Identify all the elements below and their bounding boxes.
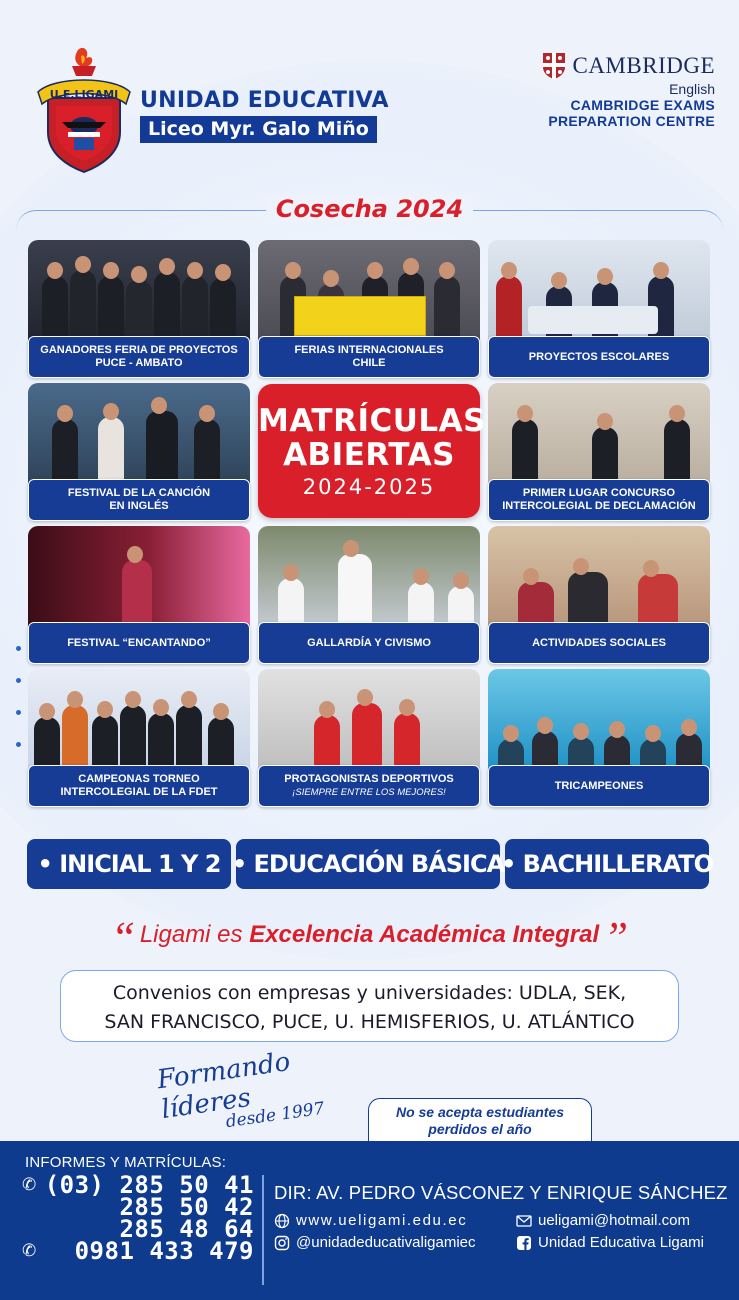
cambridge-wordmark: CAMBRIDGE xyxy=(572,53,715,78)
phone-1-number: (03) 285 50 41 xyxy=(44,1171,254,1199)
caption-line1: TRICAMPEONES xyxy=(554,779,644,792)
card-campeonas-torneo xyxy=(28,669,250,807)
email-text: ueligami@hotmail.com xyxy=(538,1212,690,1229)
caption-line1: ACTIVIDADES SOCIALES xyxy=(532,636,666,649)
caption-line2: CHILE xyxy=(352,357,386,369)
slogan-prefix: Ligami es xyxy=(139,921,250,948)
convenios-line2: SAN FRANCISCO, PUCE, U. HEMISFERIOS, U. ATLÁNTICO xyxy=(104,1011,635,1033)
photo-proyectos-escolares xyxy=(488,240,710,346)
caption-ganadores-feria xyxy=(28,336,250,378)
school-crest-logo xyxy=(34,46,134,174)
card-ferias-internacionales xyxy=(258,240,480,378)
website-text: www.ueligami.edu.ec xyxy=(296,1212,468,1229)
photo-protagonistas-deportivos xyxy=(258,669,480,775)
card-protagonistas-deportivos xyxy=(258,669,480,807)
card-festival-encantando xyxy=(28,526,250,664)
phone-3[interactable]: 285 48 64 xyxy=(119,1215,254,1243)
header xyxy=(0,0,739,200)
caption-line1: FERIAS INTERNACIONALES xyxy=(294,344,444,356)
phone-icon: ✆ xyxy=(22,1175,37,1195)
photo-campeonas-torneo xyxy=(28,669,250,775)
caption-festival-encantando xyxy=(28,622,250,664)
caption-line2: EN INGLÉS xyxy=(109,500,169,512)
caption-actividades-sociales xyxy=(488,622,710,664)
achievements-grid xyxy=(28,240,711,810)
caption-line2: INTERCOLEGIAL DE DECLAMACIÓN xyxy=(502,500,696,512)
facebook-link[interactable] xyxy=(516,1234,704,1251)
photo-gallardia-civismo xyxy=(258,526,480,632)
formando-line2: desde 1997 xyxy=(224,1098,326,1133)
phone-2[interactable]: 285 50 42 xyxy=(119,1193,254,1221)
caption-line1: FESTIVAL DE LA CANCIÓN xyxy=(67,487,211,499)
photo-ferias-internacionales xyxy=(258,240,480,346)
instagram-icon xyxy=(274,1235,290,1251)
formando-lideres-signature xyxy=(155,1039,354,1145)
matriculas-abiertas-banner xyxy=(258,384,486,518)
cambridge-prep-centre: PREPARATION CENTRE xyxy=(548,113,715,129)
website-link[interactable] xyxy=(274,1212,467,1229)
facebook-icon xyxy=(516,1235,532,1251)
school-name xyxy=(140,88,389,143)
card-concurso-declamacion xyxy=(488,383,710,521)
card-actividades-sociales xyxy=(488,526,710,664)
cambridge-english: English xyxy=(669,81,715,97)
photo-festival-cancion xyxy=(28,383,250,489)
level-basica: • EDUCACIÓN BÁSICA xyxy=(236,839,500,889)
level-inicial: • INICIAL 1 Y 2 xyxy=(27,839,231,889)
caption-concurso-declamacion xyxy=(488,479,710,521)
section-title-text: Cosecha 2024 xyxy=(266,195,473,223)
caption-line1: FESTIVAL “ENCANTANDO” xyxy=(67,636,211,649)
school-name-line2: Liceo Myr. Galo Miño xyxy=(140,116,377,143)
caption-proyectos-escolares xyxy=(488,336,710,378)
formando-line1: Formando líderes xyxy=(155,1046,293,1126)
card-tricampeones xyxy=(488,669,710,807)
crest-banner-text: U.E.LIGAMI xyxy=(49,88,119,101)
informes-label: INFORMES Y MATRÍCULAS: xyxy=(25,1154,227,1171)
caption-campeonas-torneo xyxy=(28,765,250,807)
photo-tricampeones xyxy=(488,669,710,775)
convenios-line1: Convenios con empresas y universidades: UDLA, SEK, xyxy=(112,982,627,1004)
photo-ganadores-feria xyxy=(28,240,250,346)
phone-list xyxy=(22,1171,254,1265)
footer-divider xyxy=(262,1175,264,1285)
decorative-dots xyxy=(16,646,22,756)
caption-gallardia-civismo xyxy=(258,622,480,664)
notice-tab xyxy=(368,1098,592,1142)
cambridge-badge xyxy=(542,52,715,129)
address: DIR: AV. PEDRO VÁSCONEZ Y ENRIQUE SÁNCHEZ xyxy=(274,1182,728,1203)
school-name-line1: UNIDAD EDUCATIVA xyxy=(140,88,389,113)
notice-line1: No se acepta estudiantes xyxy=(395,1104,565,1120)
caption-line2: INTERCOLEGIAL DE LA FDET xyxy=(60,786,218,798)
facebook-text: Unidad Educativa Ligami xyxy=(538,1234,704,1251)
card-festival-cancion xyxy=(28,383,250,521)
cambridge-exams: CAMBRIDGE EXAMS xyxy=(570,97,715,113)
caption-line1: GALLARDÍA Y CIVISMO xyxy=(307,636,431,649)
caption-line2: PUCE - AMBATO xyxy=(95,357,183,369)
photo-festival-encantando xyxy=(28,526,250,632)
caption-line1: PRIMER LUGAR CONCURSO xyxy=(522,487,676,499)
footer xyxy=(0,1141,739,1300)
caption-festival-cancion xyxy=(28,479,250,521)
slogan-highlight: Excelencia Académica Integral xyxy=(249,921,600,948)
section-title xyxy=(0,195,739,223)
matriculas-years: 2024-2025 xyxy=(302,475,436,499)
matriculas-line2: ABIERTAS xyxy=(283,437,455,473)
card-gallardia-civismo xyxy=(258,526,480,664)
matriculas-line1: MATRÍCULAS xyxy=(258,403,486,439)
caption-line2: ¡SIEMPRE ENTRE LOS MEJORES! xyxy=(292,787,446,798)
slogan xyxy=(0,912,739,963)
caption-protagonistas-deportivos xyxy=(258,765,480,807)
caption-line1: PROTAGONISTAS DEPORTIVOS xyxy=(284,773,454,785)
level-bachillerato: • BACHILLERATO xyxy=(505,839,709,889)
caption-ferias-internacionales xyxy=(258,336,480,378)
caption-tricampeones xyxy=(488,765,710,807)
photo-actividades-sociales xyxy=(488,526,710,632)
notice-line2: perdidos el año xyxy=(428,1121,532,1137)
globe-icon xyxy=(274,1213,290,1229)
cambridge-shield-icon xyxy=(542,52,566,80)
whatsapp-number[interactable] xyxy=(22,1237,254,1265)
photo-concurso-declamacion xyxy=(488,383,710,489)
open-quote-icon: “ xyxy=(110,913,136,962)
card-ganadores-feria xyxy=(28,240,250,378)
mail-icon xyxy=(516,1213,532,1229)
whatsapp-icon: ✆ xyxy=(22,1241,37,1261)
caption-line1: CAMPEONAS TORNEO xyxy=(78,773,200,785)
card-proyectos-escolares xyxy=(488,240,710,378)
whatsapp-number-text: 0981 433 479 xyxy=(74,1237,254,1265)
email-link[interactable] xyxy=(516,1212,690,1229)
slogan-text xyxy=(140,921,599,948)
instagram-text: @unidadeducativaligamiec xyxy=(296,1234,476,1251)
caption-line1: GANADORES FERIA DE PROYECTOS xyxy=(40,344,238,356)
caption-line1: PROYECTOS ESCOLARES xyxy=(528,350,670,363)
convenios-box xyxy=(60,970,679,1042)
close-quote-icon: ” xyxy=(603,913,629,962)
project-table-graphic xyxy=(528,306,658,334)
instagram-link[interactable] xyxy=(274,1234,476,1251)
education-levels xyxy=(27,839,714,889)
flag-graphic xyxy=(294,296,426,336)
